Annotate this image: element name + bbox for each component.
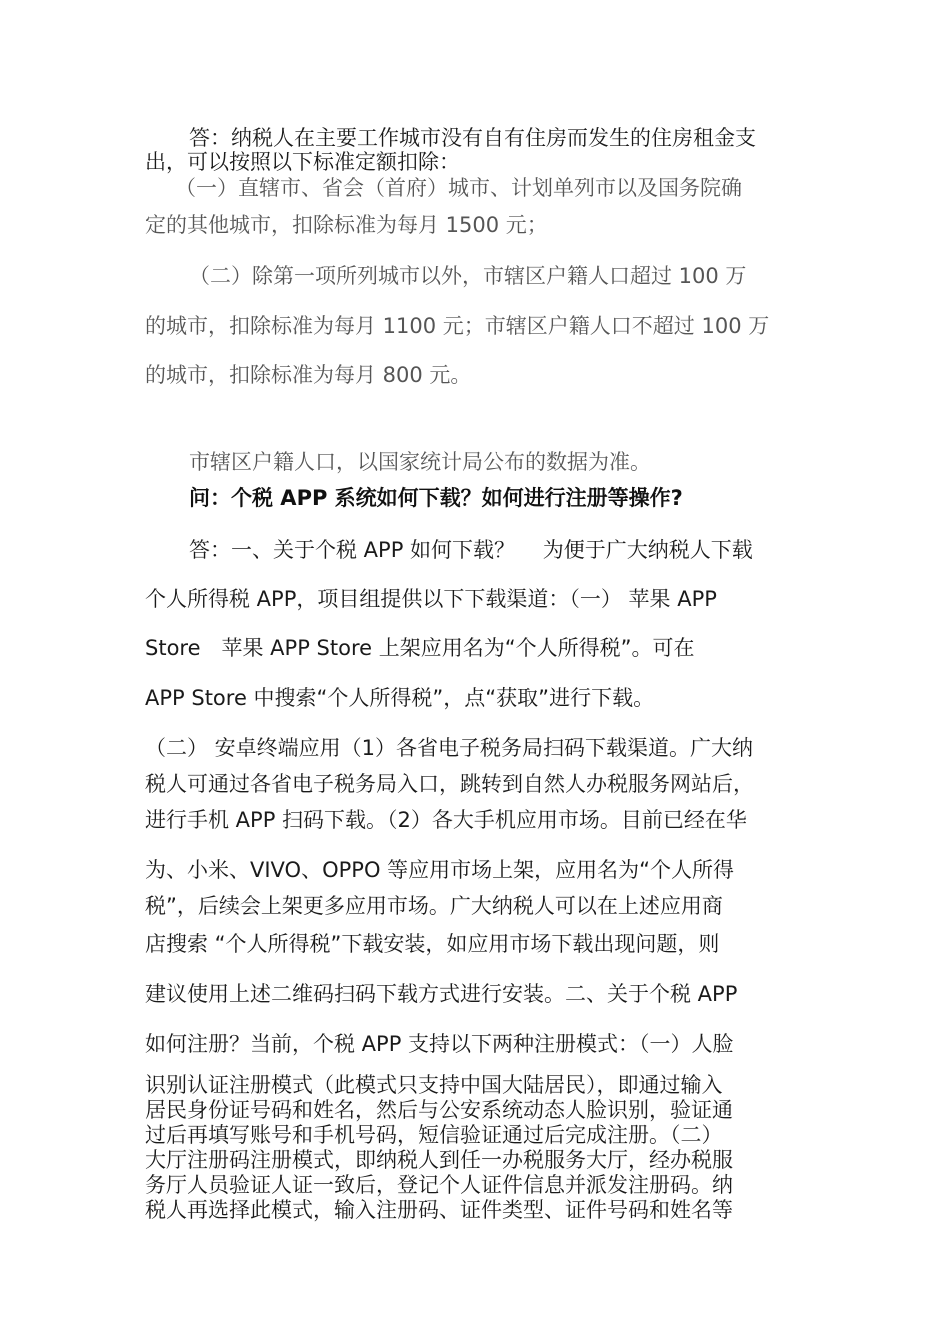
text-line: APP Store 中搜索“个人所得税”，点“获取”进行下载。 [145,686,655,710]
text-line: 税”，后续会上架更多应用市场。广大纳税人可以在上述应用商 [145,894,723,918]
text-line: （二）除第一项所列城市以外，市辖区户籍人口超过 100 万 [189,264,747,288]
text-line: 答：纳税人在主要工作城市没有自有住房而发生的住房租金支 [189,126,756,150]
text-line: 识别认证注册模式（此模式只支持中国大陆居民），即通过输入 [145,1073,723,1097]
text-line: 的城市，扣除标准为每月 800 元。 [145,363,472,387]
text-line: 大厅注册码注册模式，即纳税人到任一办税服务大厅，经办税服 [145,1148,733,1172]
text-line: 如何注册？当前，个税 APP 支持以下两种注册模式：（一）人脸 [145,1032,734,1056]
text-line: 过后再填写账号和手机号码，短信验证通过后完成注册。（二） [145,1123,723,1147]
text-line: Store 苹果 APP Store 上架应用名为“个人所得税”。可在 [145,636,695,660]
text-line: 为、小米、VIVO、OPPO 等应用市场上架，应用名为“个人所得 [145,858,735,882]
text-line: 税人再选择此模式，输入注册码、证件类型、证件号码和姓名等 [145,1198,733,1222]
text-line: （二） 安卓终端应用（1）各省电子税务局扫码下载渠道。广大纳 [145,736,754,760]
text-line: 店搜索 “个人所得税”下载安装，如应用市场下载出现问题，则 [145,932,720,956]
text-line: 市辖区户籍人口，以国家统计局公布的数据为准。 [189,450,651,474]
question-heading: 问：个税 APP 系统如何下载？如何进行注册等操作? [189,486,683,510]
text-line: 进行手机 APP 扫码下载。（2）各大手机应用市场。目前已经在华 [145,808,747,832]
text-line: 务厅人员验证人证一致后，登记个人证件信息并派发注册码。纳 [145,1173,733,1197]
text-line: （一）直辖市、省会（首府）城市、计划单列市以及国务院确 [175,176,742,200]
text-line: 建议使用上述二维码扫码下载方式进行安装。二、关于个税 APP [145,982,738,1006]
text-line: 定的其他城市，扣除标准为每月 1500 元； [145,213,548,237]
text-line: 个人所得税 APP，项目组提供以下下载渠道：（一） 苹果 APP [145,587,717,611]
text-line: 出，可以按照以下标准定额扣除： [145,150,460,174]
text-line: 税人可通过各省电子税务局入口，跳转到自然人办税服务网站后， [145,772,754,796]
text-line: 居民身份证号码和姓名，然后与公安系统动态人脸识别，验证通 [145,1098,733,1122]
text-line: 答：一、关于个税 APP 如何下载？ 为便于广大纳税人下载 [189,538,753,562]
text-line: 的城市，扣除标准为每月 1100 元；市辖区户籍人口不超过 100 万 [145,314,770,338]
